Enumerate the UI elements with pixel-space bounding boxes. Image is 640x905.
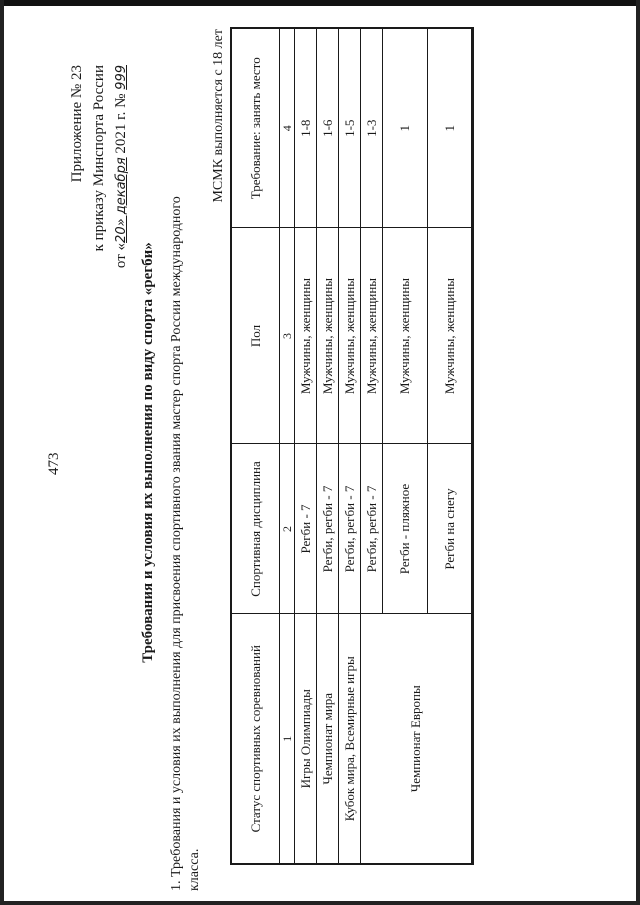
cell-place: 1 <box>427 28 472 228</box>
cell-gender: Мужчины, женщины <box>360 228 382 444</box>
table-row <box>316 28 338 864</box>
cell-status: Игры Олимпиады <box>294 614 316 864</box>
table-header-row <box>231 28 279 864</box>
intro-paragraph: 1. Требования и условия их выполнения для присвоения спортивного звания мастер спорта России международного класса. <box>169 196 202 891</box>
cell-discipline: Регби на снегу <box>427 444 472 614</box>
header-status: Статус спортивных соревнований <box>231 614 279 864</box>
cell-gender: Мужчины, женщины <box>382 228 427 444</box>
cell-gender: Мужчины, женщины <box>316 228 338 444</box>
cell-discipline: Регби - пляжное <box>382 444 427 614</box>
column-index: 4 <box>279 28 294 228</box>
header-place: Требование: занять место <box>231 28 279 228</box>
cell-place: 1-6 <box>316 28 338 228</box>
order-year: 2021 г. № <box>113 93 129 154</box>
column-index: 3 <box>279 228 294 444</box>
cell-gender: Мужчины, женщины <box>427 228 472 444</box>
table-row <box>294 28 316 864</box>
cell-discipline: Регби, регби - 7 <box>316 444 338 614</box>
cell-gender: Мужчины, женщины <box>338 228 360 444</box>
age-note: МСМК выполняется с 18 лет <box>211 29 226 203</box>
appendix-order-ref: к приказу Минспорта России <box>91 65 107 252</box>
page-number: 473 <box>46 452 62 475</box>
requirements-table <box>230 27 474 865</box>
cell-discipline: Регби - 7 <box>294 444 316 614</box>
header-discipline: Спортивная дисциплина <box>231 444 279 614</box>
header-gender: Пол <box>231 228 279 444</box>
cell-discipline: Регби, регби - 7 <box>360 444 382 614</box>
cell-place: 1-3 <box>360 28 382 228</box>
appendix-order-date <box>110 65 133 365</box>
cell-status: Кубок мира, Всемирные игры <box>338 614 360 864</box>
order-date-handwritten: 20» декабря <box>114 157 129 243</box>
cell-place: 1 <box>382 28 427 228</box>
table-row <box>360 28 382 864</box>
cell-status: Чемпионат мира <box>316 614 338 864</box>
cell-place: 1-5 <box>338 28 360 228</box>
column-index: 1 <box>279 614 294 864</box>
table-row <box>338 28 360 864</box>
cell-discipline: Регби, регби - 7 <box>338 444 360 614</box>
appendix-number: Приложение № 23 <box>69 65 85 183</box>
cell-gender: Мужчины, женщины <box>294 228 316 444</box>
order-number-handwritten: 999 <box>114 65 129 90</box>
cell-status-merged: Чемпионат Европы <box>360 614 472 864</box>
cell-place: 1-8 <box>294 28 316 228</box>
column-index-row <box>279 28 294 864</box>
order-prefix: от « <box>113 242 129 269</box>
appendix-block <box>66 65 133 365</box>
column-index: 2 <box>279 444 294 614</box>
document-title: Требования и условия их выполнения по виду спорта «регби» <box>140 242 156 663</box>
